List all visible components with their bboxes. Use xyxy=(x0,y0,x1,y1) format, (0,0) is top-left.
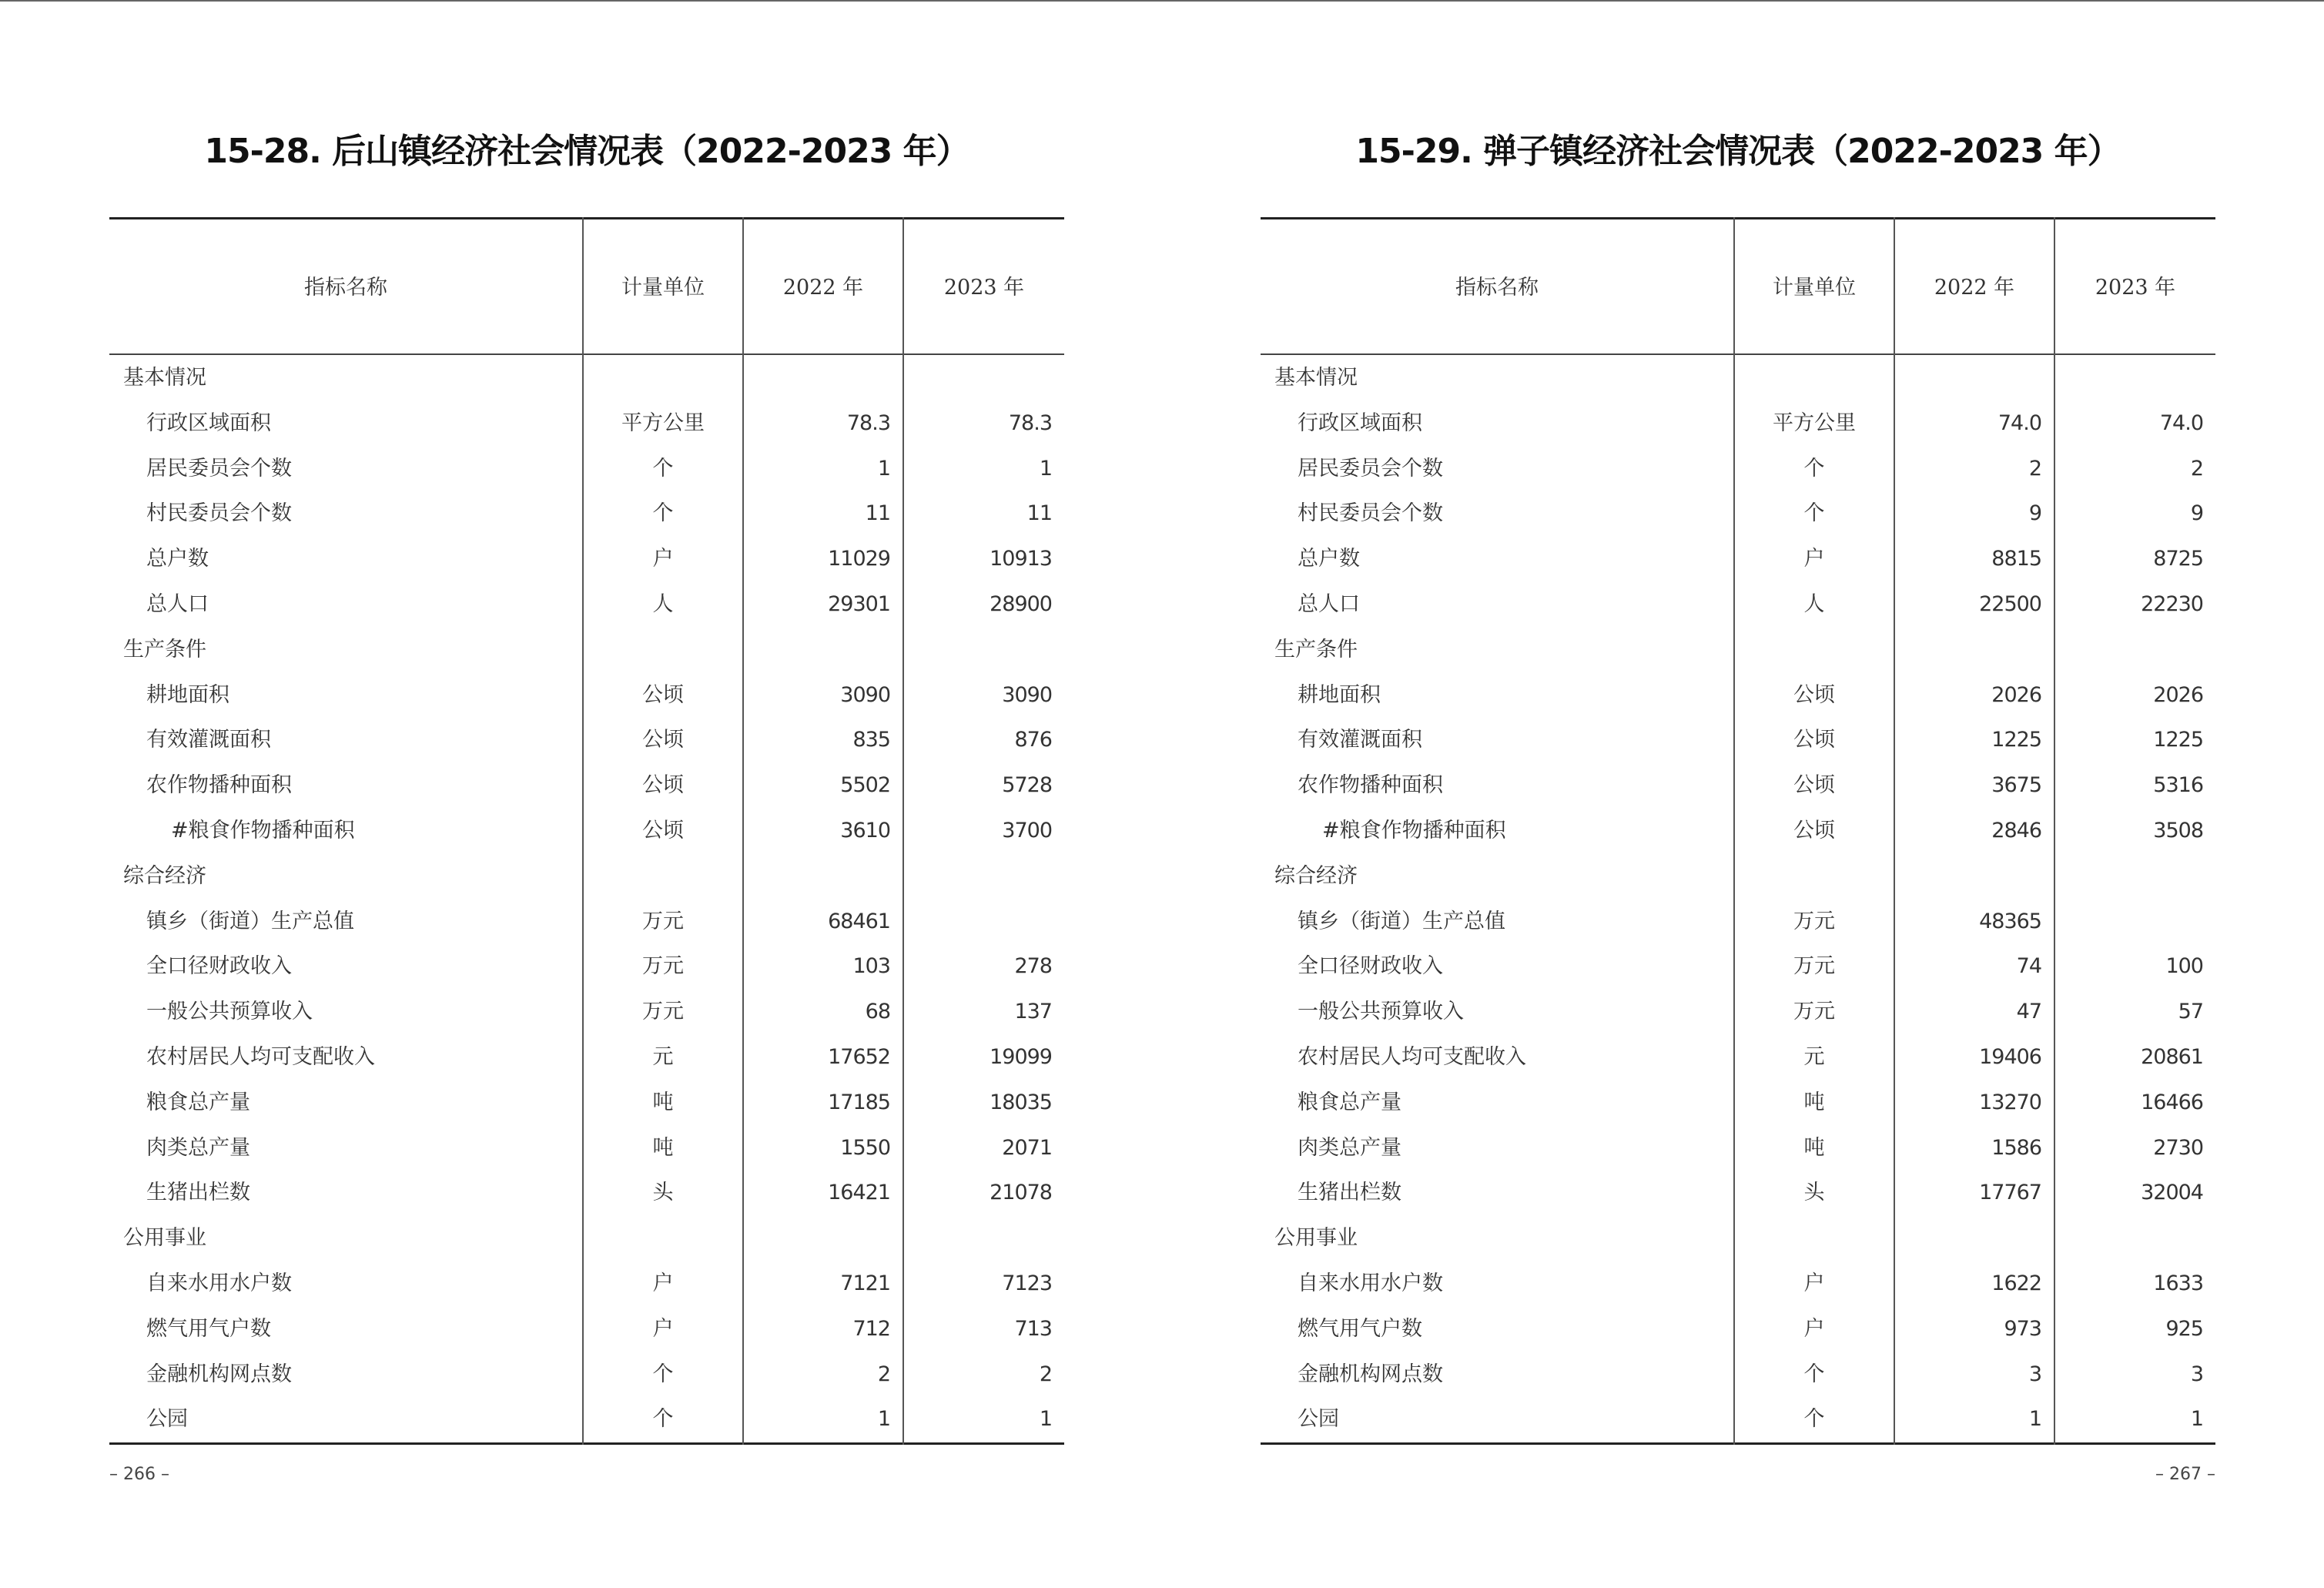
table-row xyxy=(109,1035,1064,1080)
indicator-name-cell: 行政区域面积 xyxy=(1298,410,1422,435)
unit-cell: 人 xyxy=(652,591,674,616)
page-title: 15-28. 后山镇经济社会情况表（2022-2023 年） xyxy=(204,132,969,171)
table-row xyxy=(1261,1352,2215,1398)
indicator-name-cell: 行政区域面积 xyxy=(146,410,271,435)
indicator-name-cell: 自来水用水户数 xyxy=(146,1271,292,1295)
value-2023-cell: 1 xyxy=(1039,456,1052,481)
value-2023-cell: 5316 xyxy=(2153,773,2203,798)
table-row xyxy=(109,673,1064,719)
header-year-2022: 2022 年 xyxy=(1934,276,2015,300)
table-row xyxy=(109,1261,1064,1307)
value-2023-cell: 713 xyxy=(1014,1316,1052,1341)
table-row xyxy=(1261,1126,2215,1171)
unit-cell: 人 xyxy=(1803,591,1825,616)
table-row xyxy=(1261,1397,2215,1442)
page-number: – 266 – xyxy=(109,1465,169,1484)
table-row xyxy=(1261,1035,2215,1080)
indicator-name-cell: 耕地面积 xyxy=(1298,682,1381,707)
value-2022-cell: 973 xyxy=(2004,1316,2041,1341)
header-year-2023: 2023 年 xyxy=(2095,276,2176,300)
value-2023-cell: 3090 xyxy=(1002,682,1052,707)
value-2022-cell: 3675 xyxy=(1991,773,2041,798)
indicator-name-cell: 生猪出栏数 xyxy=(1298,1181,1401,1205)
unit-cell: 户 xyxy=(652,547,674,571)
page-title: 15-29. 弹子镇经济社会情况表（2022-2023 年） xyxy=(1355,132,2121,171)
table-row xyxy=(109,1352,1064,1398)
table-row xyxy=(109,1080,1064,1126)
value-2023-cell: 2026 xyxy=(2153,682,2203,707)
unit-cell: 头 xyxy=(652,1181,674,1205)
value-2022-cell: 3610 xyxy=(840,818,890,843)
unit-cell: 元 xyxy=(1803,1044,1825,1069)
unit-cell: 个 xyxy=(652,1407,674,1432)
table-bottom-rule xyxy=(109,1442,1064,1445)
value-2023-cell: 3 xyxy=(2190,1362,2203,1386)
value-2022-cell: 48365 xyxy=(1979,909,2041,933)
value-2022-cell: 11029 xyxy=(828,547,890,571)
indicator-name-cell: 综合经济 xyxy=(1274,863,1358,888)
statistics-table xyxy=(1261,217,2215,1446)
indicator-name-cell: 生产条件 xyxy=(1274,637,1358,662)
table-row xyxy=(1261,718,2215,763)
unit-cell: 元 xyxy=(652,1044,674,1069)
value-2023-cell: 18035 xyxy=(990,1090,1052,1114)
value-2022-cell: 47 xyxy=(2016,1000,2041,1024)
indicator-name-cell: 基本情况 xyxy=(123,366,206,390)
table-row xyxy=(109,582,1064,628)
indicator-name-cell: 粮食总产量 xyxy=(1298,1090,1401,1114)
indicator-name-cell: 农作物播种面积 xyxy=(146,773,292,798)
unit-cell: 公顷 xyxy=(642,773,684,798)
indicator-name-cell: 自来水用水户数 xyxy=(1298,1271,1443,1295)
table-row xyxy=(109,763,1064,809)
table-row xyxy=(109,1171,1064,1216)
indicator-name-cell: 有效灌溉面积 xyxy=(146,728,271,752)
indicator-name-cell: 公用事业 xyxy=(1274,1226,1358,1251)
value-2022-cell: 68 xyxy=(865,1000,890,1024)
value-2022-cell: 2 xyxy=(877,1362,890,1386)
table-row xyxy=(1261,990,2215,1035)
value-2023-cell: 2 xyxy=(2190,456,2203,481)
table-row xyxy=(1261,1171,2215,1216)
table-row xyxy=(1261,1261,2215,1307)
value-2022-cell: 1586 xyxy=(1991,1135,2041,1160)
value-2023-cell: 21078 xyxy=(990,1181,1052,1205)
value-2022-cell: 835 xyxy=(852,728,890,752)
indicator-name-cell: 一般公共预算收入 xyxy=(1298,1000,1464,1024)
table-section-row xyxy=(1261,1216,2215,1261)
unit-cell: 万元 xyxy=(1793,954,1835,979)
table-row xyxy=(109,944,1064,990)
unit-cell: 个 xyxy=(1803,501,1825,526)
table-row xyxy=(1261,582,2215,628)
value-2022-cell: 8815 xyxy=(1991,547,2041,571)
table-row xyxy=(109,491,1064,537)
value-2022-cell: 3090 xyxy=(840,682,890,707)
table-row xyxy=(109,990,1064,1035)
indicator-name-cell: 金融机构网点数 xyxy=(146,1362,292,1386)
indicator-name-cell: 粮食总产量 xyxy=(146,1090,250,1114)
unit-cell: 头 xyxy=(1803,1181,1825,1205)
unit-cell: 万元 xyxy=(642,909,684,933)
table-row xyxy=(1261,1080,2215,1126)
value-2022-cell: 74.0 xyxy=(1998,410,2041,435)
indicator-name-cell: 公园 xyxy=(1298,1407,1339,1432)
indicator-name-cell: #粮食作物播种面积 xyxy=(1322,818,1506,843)
right-page xyxy=(1261,0,2215,1588)
unit-cell: 万元 xyxy=(1793,1000,1835,1024)
table-row xyxy=(1261,673,2215,719)
value-2023-cell: 876 xyxy=(1014,728,1052,752)
unit-cell: 个 xyxy=(1803,456,1825,481)
value-2023-cell: 7123 xyxy=(1002,1271,1052,1295)
value-2022-cell: 2 xyxy=(2028,456,2041,481)
header-indicator-name: 指标名称 xyxy=(304,276,387,300)
value-2023-cell: 10913 xyxy=(990,547,1052,571)
table-bottom-rule xyxy=(1261,1442,2215,1445)
header-unit: 计量单位 xyxy=(621,276,705,300)
table-section-row xyxy=(109,854,1064,900)
value-2023-cell: 925 xyxy=(2165,1316,2203,1341)
value-2022-cell: 29301 xyxy=(828,591,890,616)
unit-cell: 万元 xyxy=(642,1000,684,1024)
table-row xyxy=(109,537,1064,582)
value-2022-cell: 68461 xyxy=(828,909,890,933)
value-2022-cell: 16421 xyxy=(828,1181,890,1205)
table-section-row xyxy=(109,1216,1064,1261)
value-2023-cell: 278 xyxy=(1014,954,1052,979)
indicator-name-cell: 总户数 xyxy=(1298,547,1360,571)
unit-cell: 户 xyxy=(1803,1271,1825,1295)
value-2022-cell: 3 xyxy=(2028,1362,2041,1386)
table-row xyxy=(1261,537,2215,582)
indicator-name-cell: 公园 xyxy=(146,1407,188,1432)
table-body xyxy=(1261,356,2215,1442)
unit-cell: 吨 xyxy=(1803,1090,1825,1114)
table-section-row xyxy=(1261,356,2215,401)
table-section-row xyxy=(109,628,1064,673)
value-2023-cell: 1633 xyxy=(2153,1271,2203,1295)
table-section-row xyxy=(1261,854,2215,900)
value-2023-cell: 137 xyxy=(1014,1000,1052,1024)
unit-cell: 户 xyxy=(652,1271,674,1295)
indicator-name-cell: 总人口 xyxy=(1298,591,1360,616)
indicator-name-cell: 农作物播种面积 xyxy=(1298,773,1443,798)
table-row xyxy=(1261,763,2215,809)
unit-cell: 户 xyxy=(1803,1316,1825,1341)
value-2022-cell: 17652 xyxy=(828,1044,890,1069)
indicator-name-cell: 生产条件 xyxy=(123,637,206,662)
value-2022-cell: 11 xyxy=(865,501,890,526)
table-row xyxy=(109,401,1064,447)
indicator-name-cell: 生猪出栏数 xyxy=(146,1181,250,1205)
indicator-name-cell: 综合经济 xyxy=(123,863,206,888)
indicator-name-cell: 总人口 xyxy=(146,591,209,616)
value-2023-cell: 16466 xyxy=(2141,1090,2203,1114)
table-row xyxy=(109,447,1064,492)
value-2022-cell: 1 xyxy=(877,456,890,481)
indicator-name-cell: 金融机构网点数 xyxy=(1298,1362,1443,1386)
value-2023-cell: 3508 xyxy=(2153,818,2203,843)
indicator-name-cell: 全口径财政收入 xyxy=(146,954,292,979)
unit-cell: 公顷 xyxy=(642,818,684,843)
unit-cell: 户 xyxy=(652,1316,674,1341)
indicator-name-cell: 一般公共预算收入 xyxy=(146,1000,313,1024)
indicator-name-cell: 农村居民人均可支配收入 xyxy=(1298,1044,1526,1069)
indicator-name-cell: 村民委员会个数 xyxy=(146,501,292,526)
value-2022-cell: 74 xyxy=(2016,954,2041,979)
indicator-name-cell: 农村居民人均可支配收入 xyxy=(146,1044,375,1069)
indicator-name-cell: 肉类总产量 xyxy=(1298,1135,1401,1160)
unit-cell: 个 xyxy=(652,501,674,526)
value-2023-cell: 22230 xyxy=(2141,591,2203,616)
table-row xyxy=(1261,944,2215,990)
value-2023-cell: 19099 xyxy=(990,1044,1052,1069)
value-2023-cell: 78.3 xyxy=(1008,410,1052,435)
value-2022-cell: 5502 xyxy=(840,773,890,798)
unit-cell: 个 xyxy=(652,1362,674,1386)
value-2022-cell: 1550 xyxy=(840,1135,890,1160)
indicator-name-cell: 居民委员会个数 xyxy=(1298,456,1443,481)
table-row xyxy=(1261,1307,2215,1352)
indicator-name-cell: 总户数 xyxy=(146,547,209,571)
table-row xyxy=(1261,900,2215,945)
unit-cell: 万元 xyxy=(642,954,684,979)
indicator-name-cell: 基本情况 xyxy=(1274,366,1358,390)
table-section-row xyxy=(109,356,1064,401)
unit-cell: 万元 xyxy=(1793,909,1835,933)
table-row xyxy=(109,900,1064,945)
value-2023-cell: 1 xyxy=(2190,1407,2203,1432)
header-year-2022: 2022 年 xyxy=(782,276,864,300)
unit-cell: 个 xyxy=(1803,1407,1825,1432)
unit-cell: 个 xyxy=(652,456,674,481)
indicator-name-cell: 有效灌溉面积 xyxy=(1298,728,1422,752)
table-row xyxy=(109,1307,1064,1352)
table-row xyxy=(109,809,1064,854)
value-2023-cell: 1 xyxy=(1039,1407,1052,1432)
table-row xyxy=(109,718,1064,763)
table-body xyxy=(109,356,1064,1442)
statistics-table xyxy=(109,217,1064,1446)
value-2022-cell: 1 xyxy=(877,1407,890,1432)
value-2022-cell: 17767 xyxy=(1979,1181,2041,1205)
header-indicator-name: 指标名称 xyxy=(1455,276,1539,300)
unit-cell: 公顷 xyxy=(642,728,684,752)
value-2023-cell: 74.0 xyxy=(2159,410,2203,435)
table-header-rule xyxy=(109,353,1064,355)
value-2022-cell: 2846 xyxy=(1991,818,2041,843)
table-section-row xyxy=(1261,628,2215,673)
value-2023-cell: 11 xyxy=(1026,501,1052,526)
header-year-2023: 2023 年 xyxy=(943,276,1025,300)
value-2023-cell: 1225 xyxy=(2153,728,2203,752)
value-2023-cell: 57 xyxy=(2178,1000,2203,1024)
left-page xyxy=(109,0,1064,1588)
unit-cell: 公顷 xyxy=(1793,728,1835,752)
value-2022-cell: 103 xyxy=(852,954,890,979)
value-2022-cell: 1225 xyxy=(1991,728,2041,752)
table-header-rule xyxy=(1261,353,2215,355)
indicator-name-cell: 耕地面积 xyxy=(146,682,229,707)
value-2022-cell: 13270 xyxy=(1979,1090,2041,1114)
page-number: – 267 – xyxy=(2155,1465,2215,1484)
unit-cell: 公顷 xyxy=(642,682,684,707)
unit-cell: 吨 xyxy=(652,1090,674,1114)
table-row xyxy=(1261,401,2215,447)
indicator-name-cell: 燃气用气户数 xyxy=(146,1316,271,1341)
value-2023-cell: 20861 xyxy=(2141,1044,2203,1069)
value-2022-cell: 1622 xyxy=(1991,1271,2041,1295)
unit-cell: 吨 xyxy=(652,1135,674,1160)
value-2022-cell: 1 xyxy=(2028,1407,2041,1432)
indicator-name-cell: 居民委员会个数 xyxy=(146,456,292,481)
value-2023-cell: 5728 xyxy=(1002,773,1052,798)
unit-cell: 吨 xyxy=(1803,1135,1825,1160)
value-2023-cell: 2 xyxy=(1039,1362,1052,1386)
unit-cell: 户 xyxy=(1803,547,1825,571)
indicator-name-cell: 镇乡（街道）生产总值 xyxy=(146,909,354,933)
indicator-name-cell: 燃气用气户数 xyxy=(1298,1316,1422,1341)
unit-cell: 公顷 xyxy=(1793,773,1835,798)
indicator-name-cell: 肉类总产量 xyxy=(146,1135,250,1160)
value-2023-cell: 28900 xyxy=(990,591,1052,616)
value-2022-cell: 22500 xyxy=(1979,591,2041,616)
header-unit: 计量单位 xyxy=(1773,276,1856,300)
value-2023-cell: 100 xyxy=(2165,954,2203,979)
value-2022-cell: 9 xyxy=(2028,501,2041,526)
value-2023-cell: 2071 xyxy=(1002,1135,1052,1160)
table-row xyxy=(1261,447,2215,492)
value-2023-cell: 3700 xyxy=(1002,818,1052,843)
table-row xyxy=(1261,491,2215,537)
table-row xyxy=(109,1126,1064,1171)
indicator-name-cell: 村民委员会个数 xyxy=(1298,501,1443,526)
unit-cell: 公顷 xyxy=(1793,682,1835,707)
value-2022-cell: 2026 xyxy=(1991,682,2041,707)
indicator-name-cell: 镇乡（街道）生产总值 xyxy=(1298,909,1505,933)
value-2022-cell: 17185 xyxy=(828,1090,890,1114)
value-2022-cell: 712 xyxy=(852,1316,890,1341)
indicator-name-cell: #粮食作物播种面积 xyxy=(171,818,355,843)
value-2023-cell: 9 xyxy=(2190,501,2203,526)
value-2022-cell: 78.3 xyxy=(846,410,890,435)
unit-cell: 平方公里 xyxy=(1773,410,1856,435)
indicator-name-cell: 全口径财政收入 xyxy=(1298,954,1443,979)
value-2022-cell: 19406 xyxy=(1979,1044,2041,1069)
unit-cell: 个 xyxy=(1803,1362,1825,1386)
value-2022-cell: 7121 xyxy=(840,1271,890,1295)
value-2023-cell: 8725 xyxy=(2153,547,2203,571)
table-row xyxy=(109,1397,1064,1442)
value-2023-cell: 32004 xyxy=(2141,1181,2203,1205)
unit-cell: 平方公里 xyxy=(621,410,705,435)
indicator-name-cell: 公用事业 xyxy=(123,1226,206,1251)
table-row xyxy=(1261,809,2215,854)
value-2023-cell: 2730 xyxy=(2153,1135,2203,1160)
unit-cell: 公顷 xyxy=(1793,818,1835,843)
